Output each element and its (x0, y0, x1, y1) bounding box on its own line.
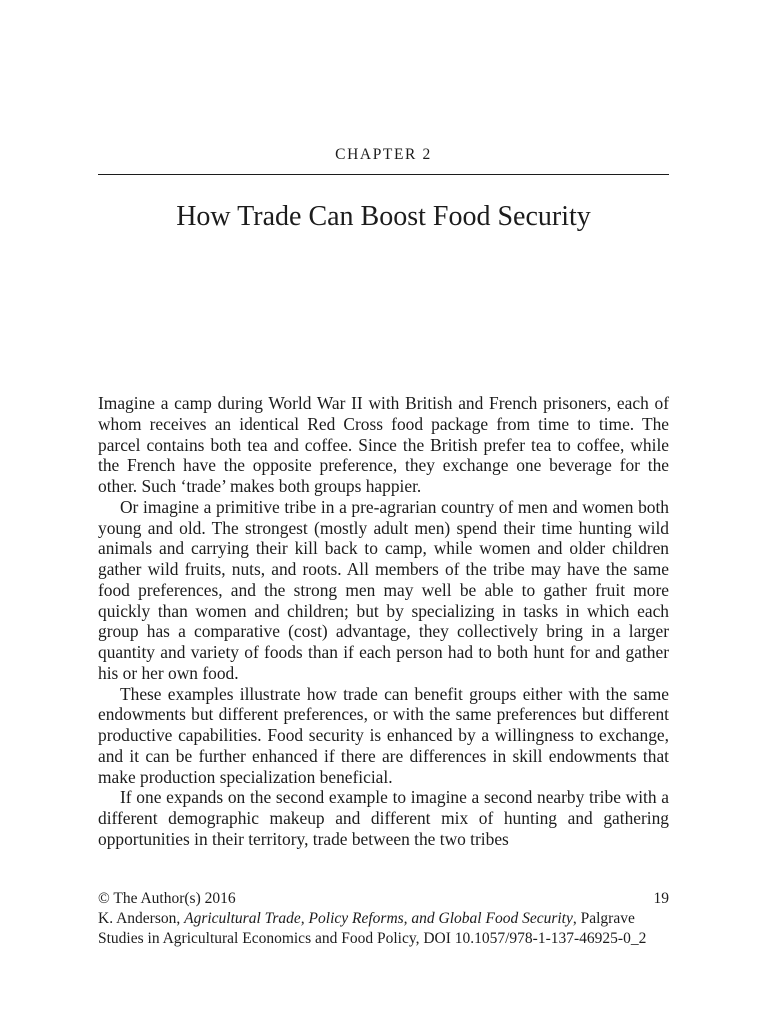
citation-book-title: Agricultural Trade, Policy Reforms, and Global Food Security (184, 910, 573, 927)
footer (98, 889, 669, 949)
copyright-notice: © The Author(s) 2016 (98, 890, 236, 907)
paragraph-2: Or imagine a primitive tribe in a pre-agrarian country of men and women both young and old. The strongest (mostly adult men) spend their time hunting wild animals and carrying their kill back to camp, while women and older children gather wild fruits, nuts, and roots. All members of the tribe may have the same food preferences, and the strong men may well be able to gather fruit more quickly than women and children; but by specializing in tasks in which each group has a comparative (cost) advantage, they collectively bring in a larger quantity and variety of foods than if each person had to both hunt for and gather his or her own food. (98, 496, 669, 683)
chapter-rule (98, 174, 669, 175)
body-text (98, 393, 669, 850)
citation (98, 909, 669, 949)
paragraph-1: Imagine a camp during World War II with British and French prisoners, each of whom receives an identical Red Cross food package from time to time. The parcel contains both tea and coffee. Since the British prefer tea to coffee, while the French have the opposite preference, they exchange one beverage for the other. Such ‘trade’ makes both groups happier. (98, 393, 669, 496)
citation-author: K. Anderson, (98, 910, 185, 927)
page-number: 19 (653, 890, 669, 907)
paragraph-4: If one expands on the second example to imagine a second nearby tribe with a different demographic makeup and different mix of hunting and gathering opportunities in their territory, trade between the two tribes (98, 787, 669, 849)
footer-top-line (98, 889, 669, 909)
chapter-title: How Trade Can Boost Food Security (176, 201, 591, 232)
citation-series: , Palgrave Studies in Agricultural Economics and Food Policy, DOI 10.1057/978-1-137-46925-0_2 (98, 910, 647, 947)
chapter-label: CHAPTER 2 (335, 146, 432, 163)
paragraph-3: These examples illustrate how trade can benefit groups either with the same endowments but different preferences, or with the same preferences but different productive capabilities. Food security is enhanced by a willingness to exchange, and it can be further enhanced if there are differences in skill endowments that make production specialization beneficial. (98, 683, 669, 787)
